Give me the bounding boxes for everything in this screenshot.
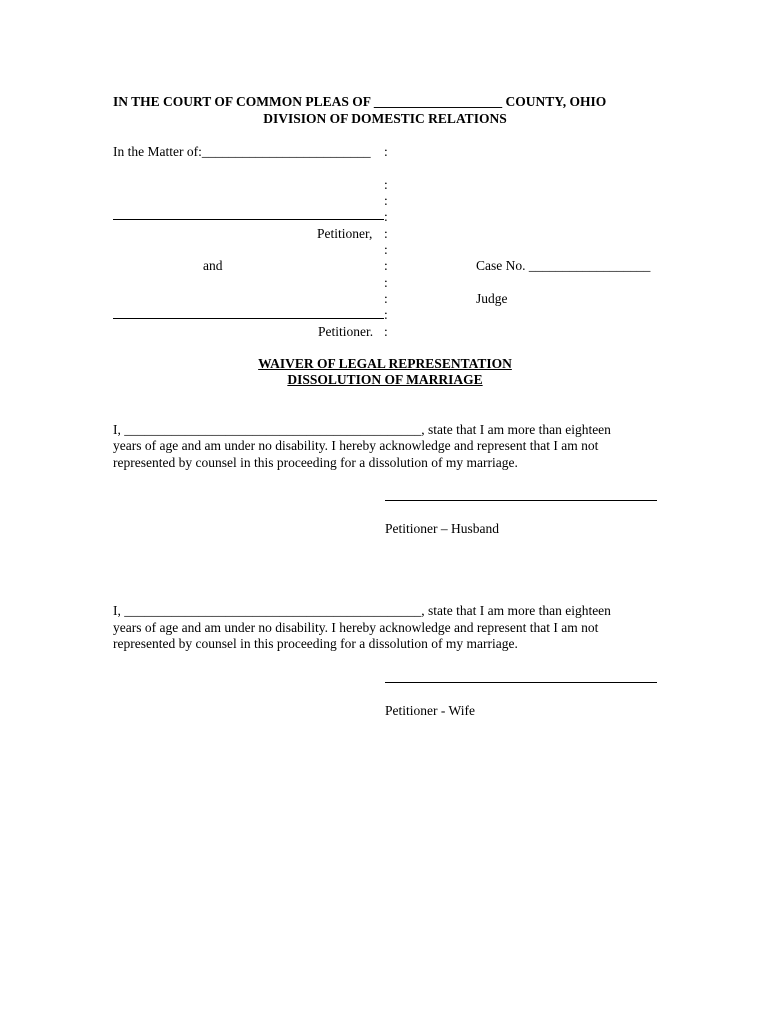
husband-statement-line[interactable]: I, ____________________________________________, state that I am more than eighteen [113, 422, 611, 437]
caption-colon: : [384, 258, 388, 273]
case-number-field[interactable]: Case No. __________________ [476, 258, 651, 273]
caption-colon: : [384, 177, 388, 192]
husband-signature-label: Petitioner – Husband [385, 521, 499, 536]
husband-statement-line: represented by counsel in this proceeding for a dissolution of my marriage. [113, 455, 518, 470]
caption-colon: : [384, 307, 388, 322]
wife-signature-label: Petitioner - Wife [385, 703, 475, 718]
husband-signature-line[interactable] [385, 500, 657, 501]
wife-statement-line[interactable]: I, ____________________________________________, state that I am more than eighteen [113, 603, 611, 618]
petitioner1-label: Petitioner, [317, 226, 373, 241]
document-subtitle: DISSOLUTION OF MARRIAGE [287, 372, 483, 387]
caption-colon: : [384, 226, 388, 241]
document-title: WAIVER OF LEGAL REPRESENTATION [258, 356, 512, 371]
wife-statement-line: years of age and am under no disability. I hereby acknowledge and represent that I am not [113, 620, 599, 635]
petitioner2-label: Petitioner. [318, 324, 374, 339]
wife-statement-line: represented by counsel in this proceeding for a dissolution of my marriage. [113, 636, 518, 651]
caption-colon: : [384, 242, 388, 257]
caption-colon: : [384, 144, 388, 159]
caption-colon: : [384, 209, 388, 224]
division-heading: DIVISION OF DOMESTIC RELATIONS [263, 111, 507, 126]
caption-colon: : [384, 291, 388, 306]
wife-signature-line[interactable] [385, 682, 657, 683]
caption-colon: : [384, 324, 388, 339]
petitioner2-name-line[interactable] [113, 318, 384, 319]
petitioner1-name-line[interactable] [113, 219, 384, 220]
caption-colon: : [384, 275, 388, 290]
judge-label: Judge [476, 291, 508, 306]
and-label: and [203, 258, 223, 273]
court-heading: IN THE COURT OF COMMON PLEAS OF ___________________ COUNTY, OHIO [113, 94, 607, 109]
husband-statement-line: years of age and am under no disability. I hereby acknowledge and represent that I am not [113, 438, 599, 453]
matter-label: In the Matter of:_________________________ [113, 144, 371, 159]
caption-colon: : [384, 193, 388, 208]
